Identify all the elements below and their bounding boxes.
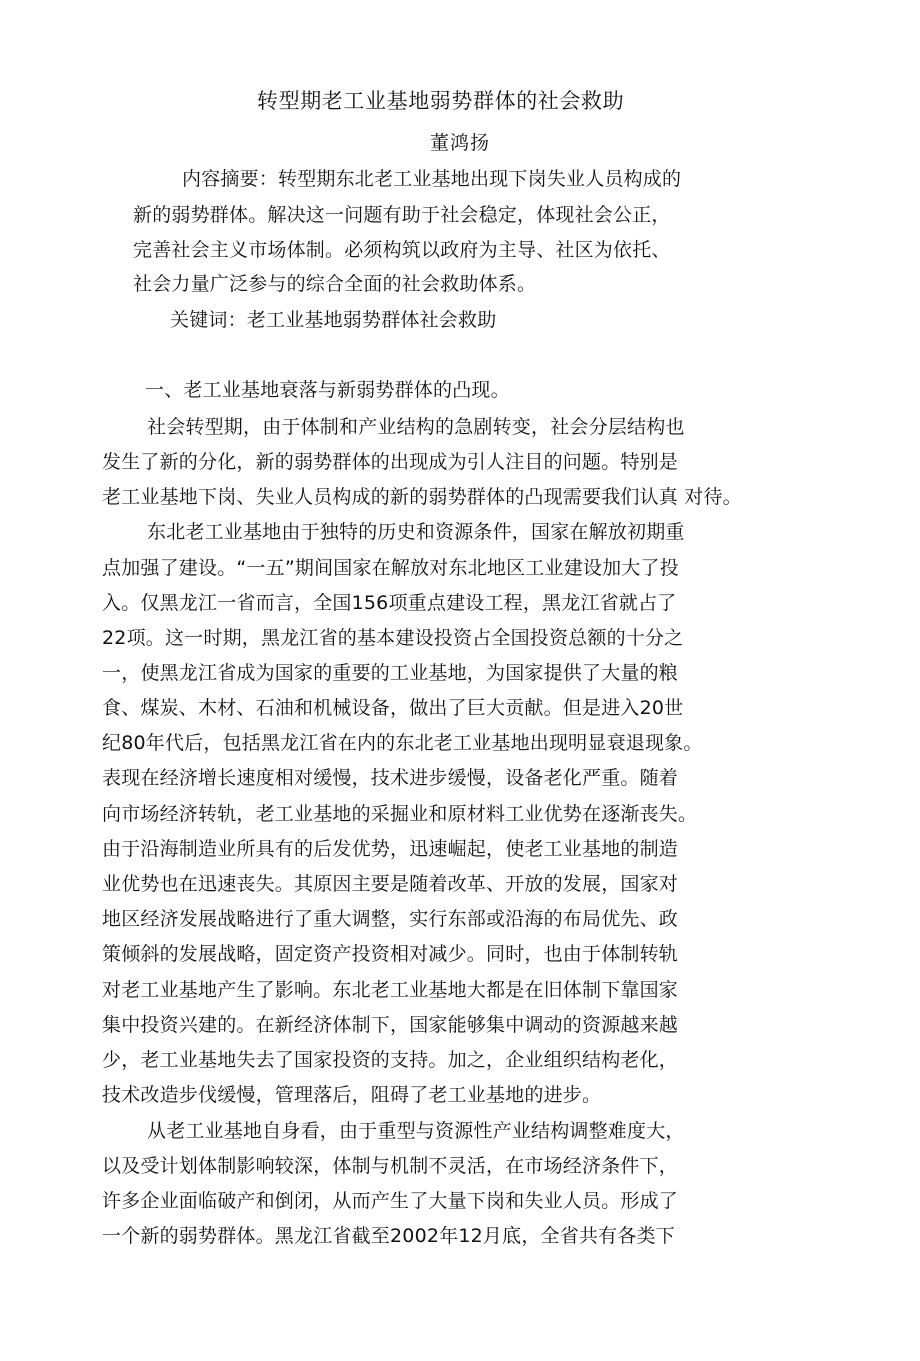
paragraph-line: 许多企业面临破产和倒闭，从而产生了大量下岗和失业人员。形成了 [102, 1190, 679, 1212]
abstract-line: 内容摘要：转型期东北老工业基地出现下岗失业人员构成的 [182, 168, 682, 190]
paragraph-line: 发生了新的分化，新的弱势群体的出现成为引人注目的问题。特别是 [102, 451, 679, 473]
paragraph-line: 以及受计划体制影响较深，体制与机制不灵活，在市场经济条件下， [102, 1155, 679, 1177]
paragraph-line: 食、煤炭、木材、石油和机械设备，做出了巨大贡献。但是进入20世 [102, 697, 684, 719]
author-name: 董鸿扬 [430, 132, 491, 154]
abstract-line: 新的弱势群体。解决这一问题有助于社会稳定，体现社会公正， [133, 204, 671, 226]
paragraph-line: 集中投资兴建的。在新经济体制下，国家能够集中调动的资源越来越 [102, 1014, 679, 1036]
paragraph-line: 向市场经济转轨，老工业基地的采掘业和原材料工业优势在逐渐丧失。 [102, 803, 698, 825]
paragraph-line: 少，老工业基地失去了国家投资的支持。加之，企业组织结构老化， [102, 1049, 679, 1071]
paragraph-line: 老工业基地下岗、失业人员构成的新的弱势群体的凸现需要我们认真 对待。 [102, 486, 742, 508]
paragraph-line: 地区经济发展战略进行了重大调整，实行东部或沿海的布局优先、政 [102, 908, 679, 930]
paragraph-line: 从老工业基地自身看，由于重型与资源性产业结构调整难度大， [147, 1120, 685, 1142]
abstract-line: 完善社会主义市场体制。必须构筑以政府为主导、社区为依托、 [133, 239, 671, 261]
paragraph-line: 技术改造步伐缓慢，管理落后，阻碍了老工业基地的进步。 [102, 1084, 602, 1106]
paragraph-line: 入。仅黑龙江一省而言，全国156项重点建设工程，黑龙江省就占了 [102, 592, 677, 614]
paragraph-line: 东北老工业基地由于独特的历史和资源条件，国家在解放初期重 [147, 521, 685, 543]
keywords: 关键词：老工业基地弱势群体社会救助 [170, 309, 497, 331]
paragraph-line: 对老工业基地产生了影响。东北老工业基地大都是在旧体制下靠国家 [102, 979, 679, 1001]
paragraph-line: 社会转型期，由于体制和产业结构的急剧转变，社会分层结构也 [147, 416, 685, 438]
document-title: 转型期老工业基地弱势群体的社会救助 [257, 89, 625, 113]
paragraph-line: 表现在经济增长速度相对缓慢，技术进步缓慢，设备老化严重。随着 [102, 767, 679, 789]
paragraph-line: 由于沿海制造业所具有的后发优势，迅速崛起，使老工业基地的制造 [102, 838, 679, 860]
section-heading: 一、老工业基地衰落与新弱势群体的凸现。 [145, 379, 510, 401]
paragraph-line: 一个新的弱势群体。黑龙江省截至2002年12月底，全省共有各类下 [102, 1225, 675, 1247]
paragraph-line: 22项。这一时期，黑龙江省的基本建设投资占全国投资总额的十分之 [102, 627, 684, 649]
paragraph-line: 点加强了建设。“一五”期间国家在解放对东北地区工业建设加大了投 [102, 557, 679, 579]
paragraph-line: 一，使黑龙江省成为国家的重要的工业基地，为国家提供了大量的粮 [102, 662, 679, 684]
abstract-line: 社会力量广泛参与的综合全面的社会救助体系。 [133, 273, 537, 295]
paragraph-line: 纪80年代后，包括黑龙江省在内的东北老工业基地出现明显衰退现象。 [102, 732, 703, 754]
paragraph-line: 业优势也在迅速丧失。其原因主要是随着改革、开放的发展，国家对 [102, 873, 679, 895]
paragraph-line: 策倾斜的发展战略，固定资产投资相对减少。同时，也由于体制转轨 [102, 943, 679, 965]
